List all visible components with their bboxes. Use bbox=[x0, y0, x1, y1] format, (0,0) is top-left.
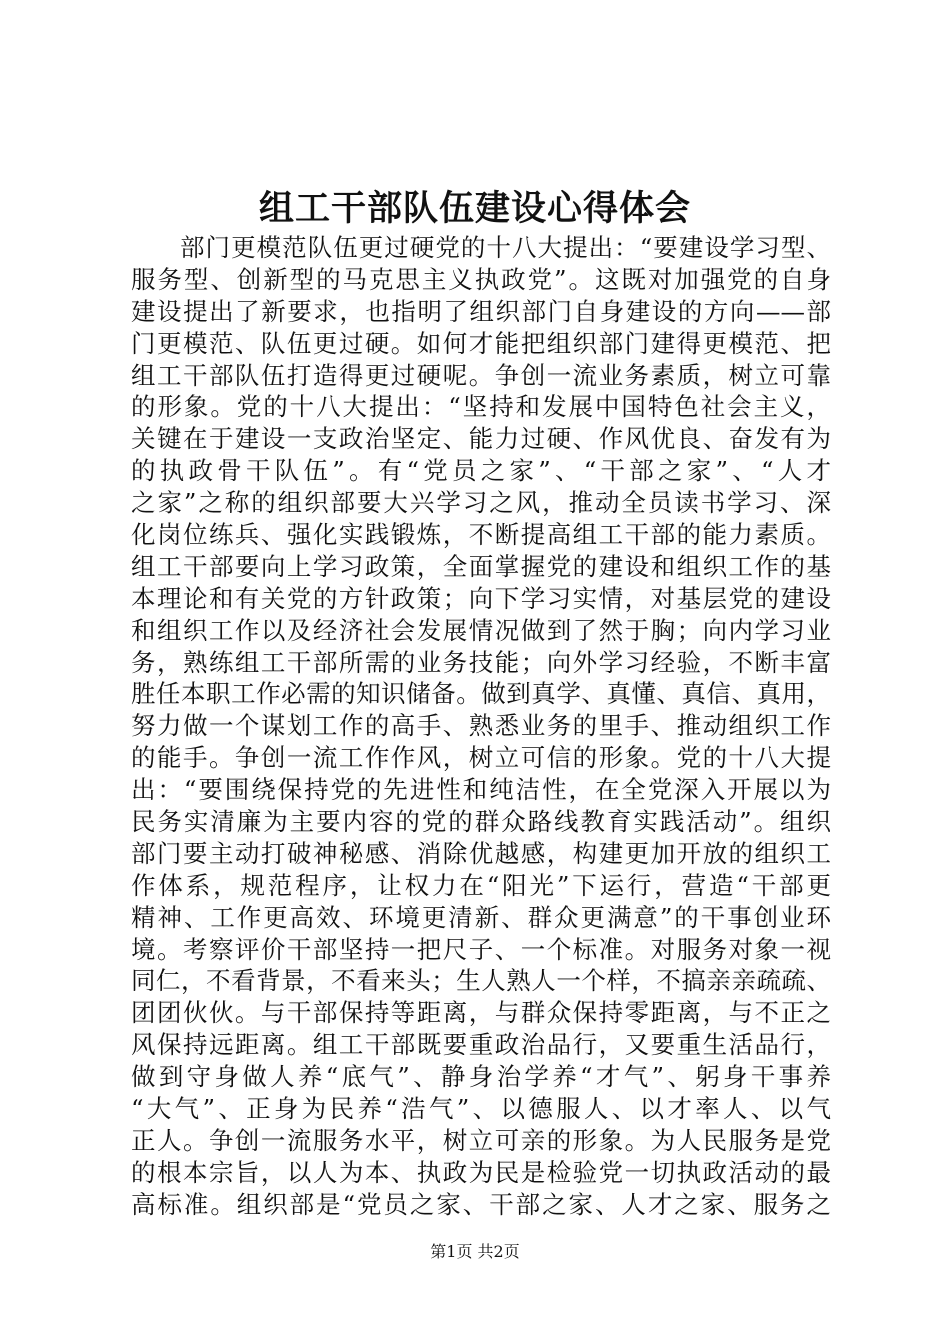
text-line: 部门更模范队伍更过硬党的十八大提出：“要建设学习型、 bbox=[180, 233, 831, 262]
text-line: “大气”、正身为民养“浩气”、以德服人、以才率人、以气 bbox=[131, 1094, 831, 1124]
text-line: 民务实清廉为主要内容的党的群众路线教育实践活动”。组织 bbox=[131, 807, 831, 837]
text-line: 出：“要围绕保持党的先进性和纯洁性，在全党深入开展以为 bbox=[131, 775, 831, 805]
text-line: 务，熟练组工干部所需的业务技能；向外学习经验，不断丰富 bbox=[131, 647, 831, 677]
text-line: 同仁，不看背景，不看来头；生人熟人一个样，不搞亲亲疏疏、 bbox=[131, 966, 831, 996]
text-line: 精神、工作更高效、环境更清新、群众更满意”的干事创业环 bbox=[131, 902, 831, 932]
text-line: 高标准。组织部是“党员之家、干部之家、人才之家、服务之 bbox=[131, 1189, 831, 1219]
text-line: 本理论和有关党的方针政策；向下学习实情，对基层党的建设 bbox=[131, 583, 831, 613]
text-line: 建设提出了新要求，也指明了组织部门自身建设的方向——部 bbox=[131, 296, 831, 326]
text-line: 的形象。党的十八大提出：“坚持和发展中国特色社会主义， bbox=[131, 392, 831, 422]
text-line: 努力做一个谋划工作的高手、熟悉业务的里手、推动组织工作 bbox=[131, 711, 831, 741]
text-line: 境。考察评价干部坚持一把尺子、一个标准。对服务对象一视 bbox=[131, 934, 831, 964]
text-line: 和组织工作以及经济社会发展情况做到了然于胸；向内学习业 bbox=[131, 615, 831, 645]
text-line: 关键在于建设一支政治坚定、能力过硬、作风优良、奋发有为 bbox=[131, 424, 831, 454]
text-line: 团团伙伙。与干部保持等距离，与群众保持零距离，与不正之 bbox=[131, 998, 831, 1028]
text-line: 的能手。争创一流工作作风，树立可信的形象。党的十八大提 bbox=[131, 743, 831, 773]
document-title: 组工干部队伍建设心得体会 bbox=[258, 188, 691, 229]
document-body bbox=[131, 232, 831, 1221]
text-line: 的根本宗旨，以人为本、执政为民是检验党一切执政活动的最 bbox=[131, 1157, 831, 1187]
text-line: 作体系，规范程序，让权力在“阳光”下运行，营造“干部更 bbox=[131, 870, 831, 900]
text-line: 之家”之称的组织部要大兴学习之风，推动全员读书学习、深 bbox=[131, 488, 831, 518]
text-line: 正人。争创一流服务水平，树立可亲的形象。为人民服务是党 bbox=[131, 1125, 831, 1155]
text-line: 组工干部队伍打造得更过硬呢。争创一流业务素质，树立可靠 bbox=[131, 360, 831, 390]
text-line: 的执政骨干队伍”。有“党员之家”、“干部之家”、“人才 bbox=[131, 456, 831, 486]
page-number: 第1页 共2页 bbox=[430, 1242, 520, 1261]
text-line: 部门要主动打破神秘感、消除优越感，构建更加开放的组织工 bbox=[131, 838, 831, 868]
text-line: 门更模范、队伍更过硬。如何才能把组织部门建得更模范、把 bbox=[131, 328, 831, 358]
text-line: 服务型、创新型的马克思主义执政党”。这既对加强党的自身 bbox=[131, 264, 831, 294]
text-line: 做到守身做人养“底气”、静身治学养“才气”、躬身干事养 bbox=[131, 1062, 831, 1092]
text-line: 风保持远距离。组工干部既要重政治品行，又要重生活品行， bbox=[131, 1030, 831, 1060]
text-line: 胜任本职工作必需的知识储备。做到真学、真懂、真信、真用， bbox=[131, 679, 831, 709]
text-line: 化岗位练兵、强化实践锻炼，不断提高组工干部的能力素质。 bbox=[131, 520, 831, 550]
text-line: 组工干部要向上学习政策，全面掌握党的建设和组织工作的基 bbox=[131, 551, 831, 581]
